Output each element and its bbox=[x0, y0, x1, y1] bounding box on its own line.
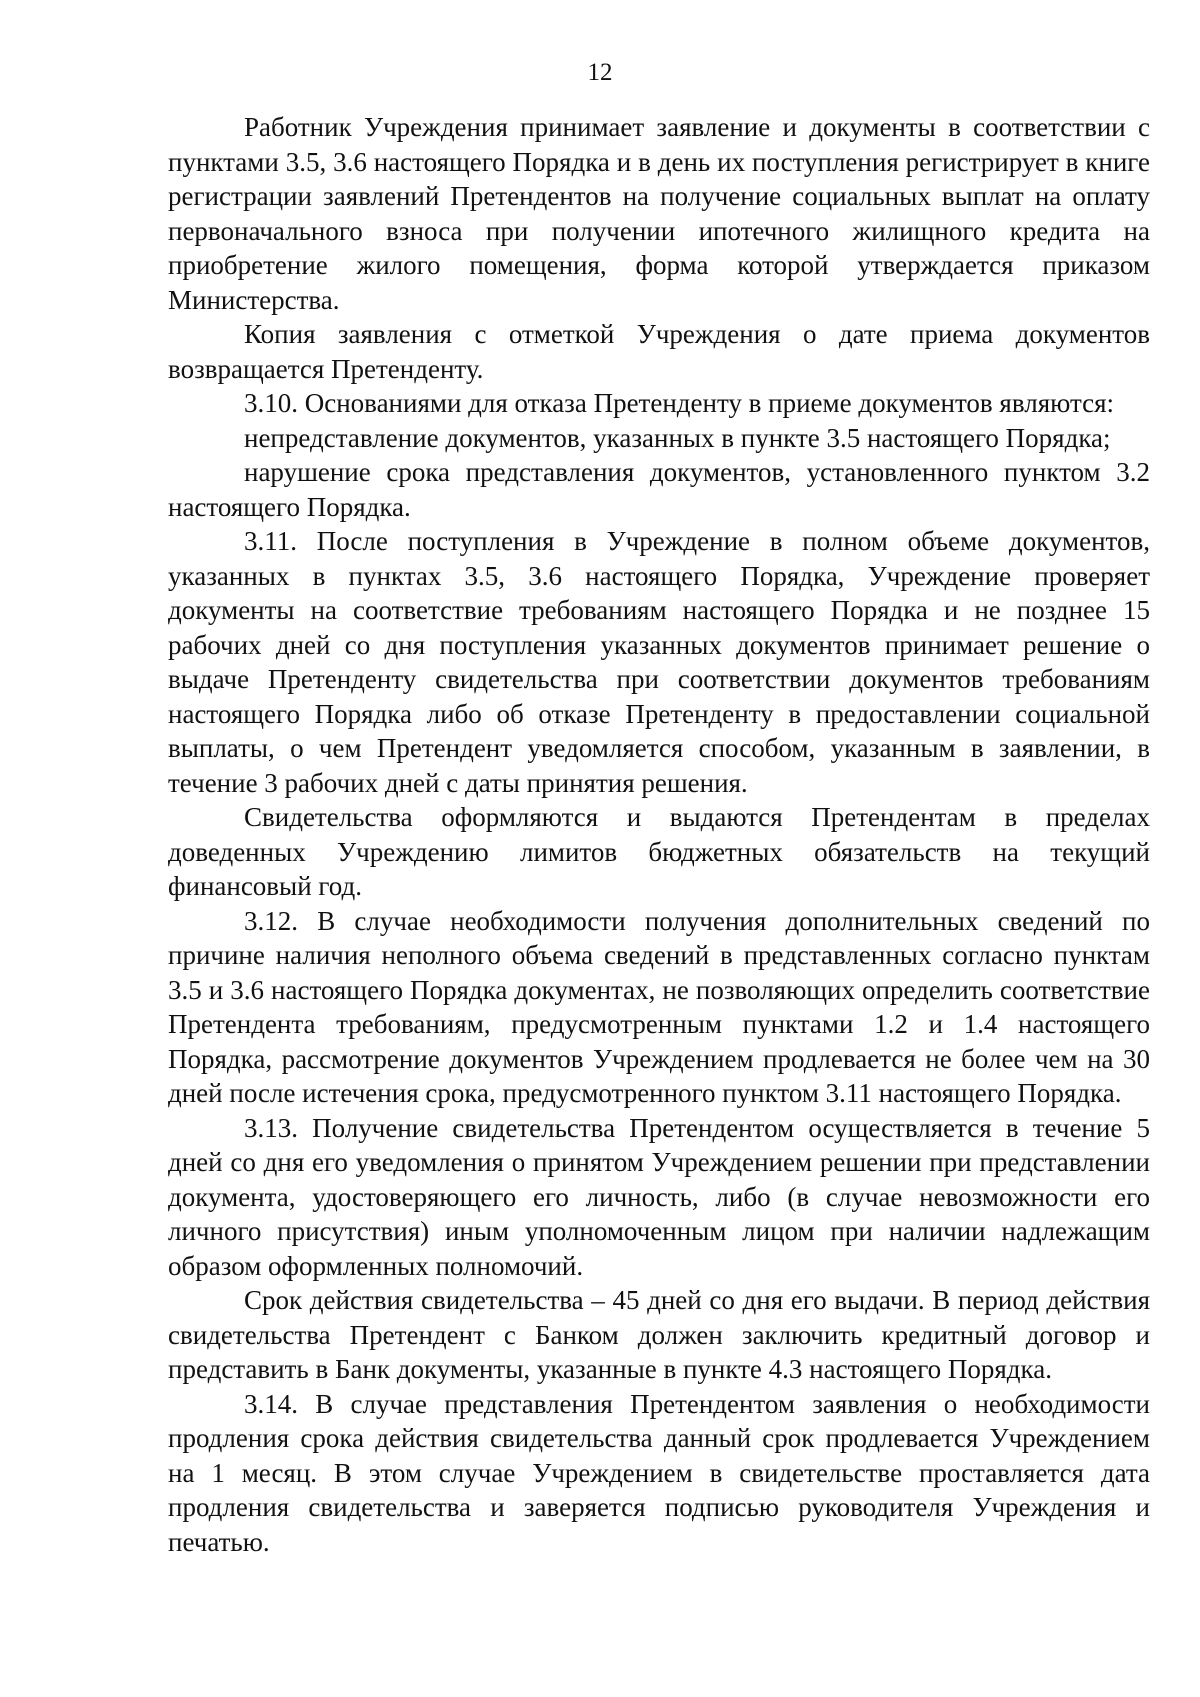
paragraph-3-10-reason-1: непредставление документов, указанных в пункте 3.5 настоящего Порядка; bbox=[244, 422, 1111, 453]
paragraph-3-12: 3.12. В случае необходимости получения дополнительных сведений по причине наличия неполного объема сведений в представленных согласно пунктам 3.5 и 3.6 настоящего Порядка документах, не позволяющих определить соответствие Претендента требованиям, предусмотренным пунктами 1.2 и 1.4 настоящего Порядка, рассмотрение документов Учреждением продлевается не более чем на 30 дней после истечения срока, предусмотренного пунктом 3.11 настоящего Порядка. bbox=[168, 905, 1150, 1108]
paragraph-3-13: 3.13. Получение свидетельства Претендентом осуществляется в течение 5 дней со дня его уведомления о принятом Учреждением решении при представлении документа, удостоверяющего его личность, либо (в случае невозможности его личного присутствия) иным уполномоченным лицом при наличии надлежащим образом оформленных полномочий. bbox=[168, 1112, 1150, 1281]
paragraph-3-14: 3.14. В случае представления Претендентом заявления о необходимости продления срока действия свидетельства данный срок продлевается Учреждением на 1 месяц. В этом случае Учреждением в свидетельстве проставляется дата продления свидетельства и заверяется подписью руководителя Учреждения и печатью. bbox=[168, 1388, 1150, 1557]
paragraph-certificates-limits: Свидетельства оформляются и выдаются Претендентам в пределах доведенных Учреждению лимитов бюджетных обязательств на текущий финансовый год. bbox=[168, 802, 1150, 901]
paragraph-3-11: 3.11. После поступления в Учреждение в полном объеме документов, указанных в пунктах 3.5, 3.6 настоящего Порядка, Учреждение проверяет документы на соответствие требованиям настоящего Порядка и не позднее 15 рабочих дней со дня поступления указанных документов принимает решение о выдаче Претенденту свидетельства при соответствии документов требованиям настоящего Порядка либо об отказе Претенденту в предоставлении социальной выплаты, о чем Претендент уведомляется способом, указанным в заявлении, в течение 3 рабочих дней с даты принятия решения. bbox=[168, 526, 1150, 798]
document-body bbox=[168, 110, 1150, 1559]
page-number: 12 bbox=[587, 59, 613, 86]
paragraph-certificate-validity: Срок действия свидетельства – 45 дней со дня его выдачи. В период действия свидетельства Претендент с Банком должен заключить кредитный договор и представить в Банк документы, указанные в пункте 4.3 настоящего Порядка. bbox=[168, 1285, 1150, 1384]
paragraph-3-10: 3.10. Основаниями для отказа Претенденту в приеме документов являются: bbox=[244, 388, 1114, 418]
paragraph-registration: Работник Учреждения принимает заявление и документы в соответствии с пунктами 3.5, 3.6 настоящего Порядка и в день их поступления регистрирует в книге регистрации заявлений Претендентов на получение социальных выплат на оплату первоначального взноса при получении ипотечного жилищного кредита на приобретение жилого помещения, форма которой утверждается приказом Министерства. bbox=[168, 112, 1150, 315]
paragraph-application-copy: Копия заявления с отметкой Учреждения о дате приема документов возвращается Претенденту. bbox=[168, 319, 1150, 384]
paragraph-3-10-reason-2: нарушение срока представления документов, установленного пунктом 3.2 настоящего Порядка. bbox=[168, 457, 1150, 522]
